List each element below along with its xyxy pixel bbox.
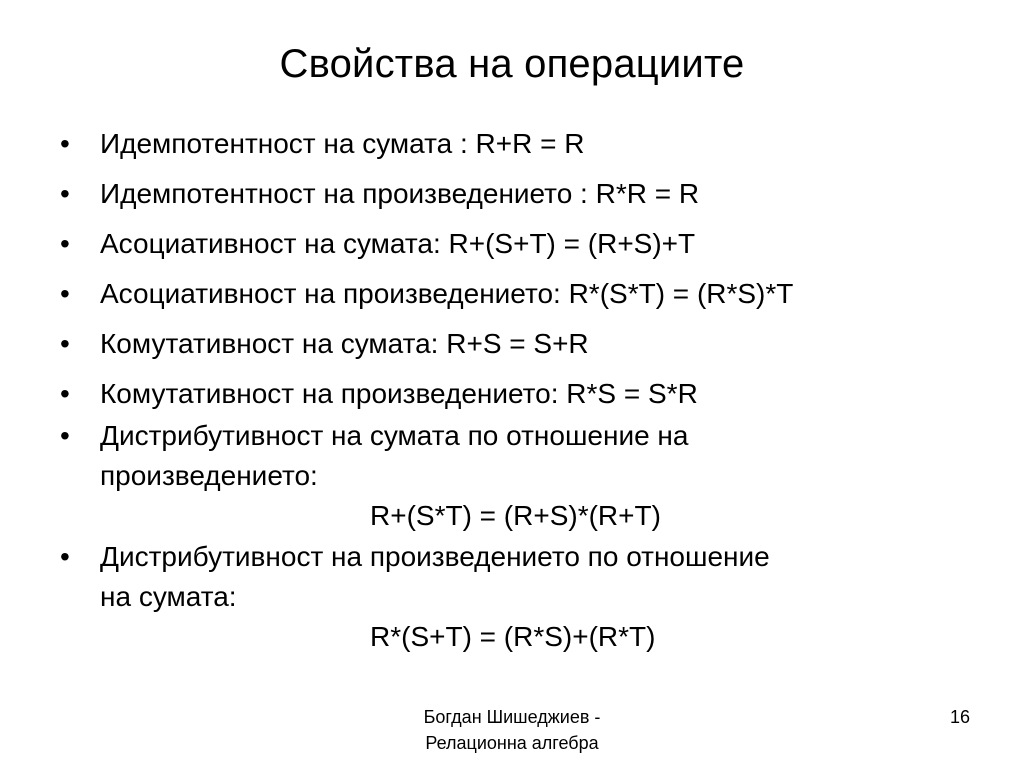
slide-title: Свойства на операциите <box>279 42 745 86</box>
bullet-icon: • <box>60 541 70 572</box>
bullet-icon: • <box>60 420 70 451</box>
page-number: 16 <box>949 707 970 727</box>
bullet-text: Комутативност на сумата: R+S = S+R <box>100 328 589 359</box>
bullet-icon: • <box>60 178 70 209</box>
footer-subject: Релационна алгебра <box>425 733 599 753</box>
bullet-icon: • <box>60 228 70 259</box>
bullet-text: Асоциативност на сумата: R+(S+T) = (R+S)+T <box>100 228 696 259</box>
bullet-text: Дистрибутивност на произведението по отношение <box>100 541 770 572</box>
bullet-icon: • <box>60 378 70 409</box>
bullet-icon: • <box>60 328 70 359</box>
bullet-text-continuation: произведението: <box>100 460 318 491</box>
bullet-icon: • <box>60 278 70 309</box>
bullet-text: Дистрибутивност на сумата по отношение на <box>100 420 689 451</box>
bullet-text: Комутативност на произведението: R*S = S*R <box>100 378 698 409</box>
bullet-icon: • <box>60 128 70 159</box>
bullet-text-continuation: на сумата: <box>100 581 237 612</box>
bullet-text: Идемпотентност на сумата : R+R = R <box>100 128 585 159</box>
bullet-text: Асоциативност на произведението: R*(S*T) = (R*S)*T <box>100 278 794 309</box>
bullet-text: Идемпотентност на произведението : R*R = R <box>100 178 700 209</box>
slide-footer <box>380 704 644 756</box>
formula: R*(S+T) = (R*S)+(R*T) <box>370 621 656 652</box>
footer-author: Богдан Шишеджиев - <box>423 707 601 727</box>
formula: R+(S*T) = (R+S)*(R+T) <box>370 500 661 531</box>
